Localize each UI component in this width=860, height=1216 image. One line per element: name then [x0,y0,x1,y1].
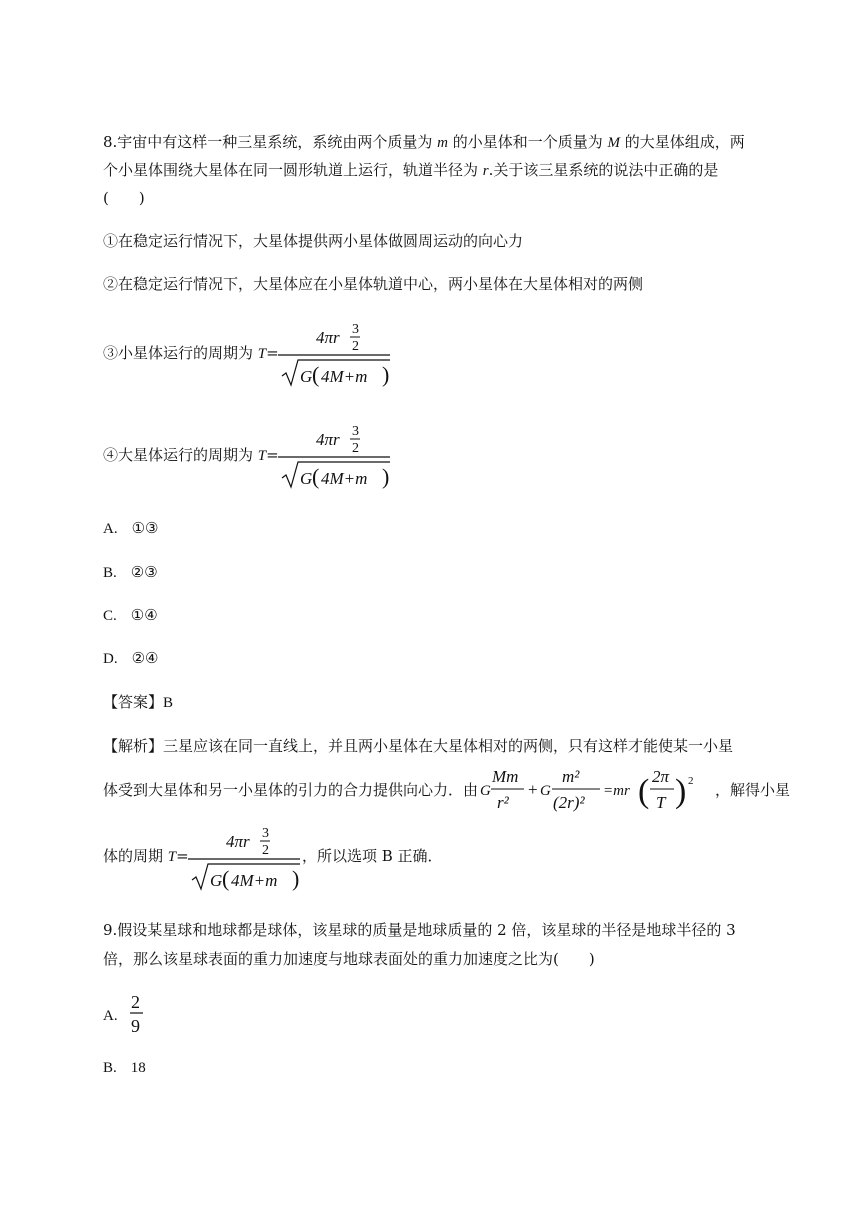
eq-m2: m² [562,767,580,786]
q8-stem-text: .关于该三星系统的说法中正确的是 [488,161,719,179]
fraction-denominator: 9 [131,1016,140,1036]
paren-close: ) [292,866,300,891]
analysis-label: 【解析】 [103,737,164,755]
q8-stem-text: 的小星体和一个质量为 [447,133,608,151]
analysis-equation [480,762,750,818]
q9-option-a [103,1005,118,1026]
q8-analysis-line-1 [103,736,733,756]
eq-r2: r² [497,793,509,812]
q8-statement-1: ①在稳定运行情况下，大星体提供两小星体做圆周运动的向心力 [103,232,524,250]
eq-mr: =mr [603,783,630,799]
formula-numerator: 4πr [316,430,340,449]
equals-sign: = [176,847,189,865]
analysis-text: 体受到大星体和另一小星体的引力的合力提供向心力．由 [103,781,479,799]
formula-exp-num: 3 [262,826,269,841]
big-paren-close: ) [675,773,687,810]
formula-denominator: 4M+m [321,367,368,386]
option-letter: A. [103,1008,118,1024]
q9-stem-line-2: 倍，那么该星球表面的重力加速度与地球表面处的重力加速度之比为( ) [103,950,595,968]
q8-statement-2: ②在稳定运行情况下，大星体应在小星体轨道中心，两小星体在大星体相对的两侧 [103,275,644,293]
q8-option-b [103,562,158,583]
option-text: ②④ [131,649,159,667]
q8-statement-3 [103,343,279,364]
q8-stem-text: 个小星体围绕大星体在同一圆形轨道上运行，轨道半径为 [103,161,483,179]
analysis-text: 三星应该在同一直线上，并且两小星体在大星体相对的两侧，只有这样才能使某一小星 [163,737,734,755]
statement-4-text: ④大星体运行的周期为 [103,446,258,464]
eq-2r2: (2r)² [553,793,585,812]
paren-open: ( [312,362,320,387]
q9-option-b [103,1057,146,1078]
q8-option-d [103,648,159,669]
option-text: 18 [130,1060,146,1076]
q8-analysis-line-3-end: ，所以选项 B 正确． [302,847,443,865]
formula-G: G [300,469,313,488]
paren-close: ) [382,464,390,489]
formula-exp-den: 2 [262,843,269,858]
q8-stem-text: 8.宇宙中有这样一种三星系统，系统由两个质量为 [103,133,438,151]
formula-4 [276,420,394,492]
q8-option-a [103,518,159,539]
q8-analysis-line-2-end: ，解得小星 [715,781,791,799]
formula-G: G [210,871,223,890]
eq-2pi: 2π [652,767,670,786]
q8-stem-text: 的大星体组成，两 [619,133,745,151]
var-M: M [607,135,620,151]
var-T: T [257,346,267,362]
paren-open: ( [222,866,230,891]
formula-numerator: 4πr [226,832,250,851]
formula-exp-num: 3 [352,322,359,337]
eq-Mm: Mm [492,767,519,786]
option-text: ①③ [131,519,159,537]
analysis-period-formula [186,822,304,894]
var-m: m [437,135,448,151]
formula-exp-den: 2 [352,339,359,354]
option-letter: B. [103,1060,117,1076]
formula-numerator: 4πr [316,328,340,347]
answer-value: B [163,695,174,711]
option-text: ①④ [130,606,158,624]
option-letter: A. [103,521,118,537]
answer-label: 【答案】 [103,693,164,711]
q8-stem-line-1 [103,132,745,153]
var-T: T [167,849,177,865]
paren-close: ) [382,362,390,387]
eq-square: 2 [688,775,694,787]
formula-denominator: 4M+m [231,871,278,890]
equals-sign: = [266,344,279,362]
q8-option-c [103,605,158,626]
option-text: ②③ [130,563,158,581]
analysis-text: 体的周期 [103,847,168,865]
statement-3-text: ③小星体运行的周期为 [103,344,258,362]
q8-stem-line-2 [103,160,718,181]
q9-option-a-fraction [128,990,148,1038]
formula-3 [276,318,394,390]
option-letter: B. [103,565,117,581]
q8-analysis-line-3 [103,846,189,867]
formula-G: G [300,367,313,386]
eq-G: G [540,783,551,799]
big-paren-open: ( [638,773,650,810]
var-r: r [482,163,489,179]
eq-G: G [480,783,491,799]
formula-denominator: 4M+m [321,469,368,488]
eq-plus: + [528,780,538,799]
q8-answer [103,692,173,713]
var-T: T [257,448,267,464]
paren-open: ( [312,464,320,489]
q9-stem-line-1: 9.假设某星球和地球都是球体，该星球的质量是地球质量的 2 倍，该星球的半径是地球半径的 3 [103,921,736,939]
formula-exp-num: 3 [352,424,359,439]
formula-exp-den: 2 [352,441,359,456]
equals-sign: = [266,446,279,464]
q8-statement-4 [103,445,279,466]
q8-analysis-line-2 [103,780,478,800]
q8-answer-blank: ( ) [103,189,145,207]
option-letter: D. [103,651,118,667]
fraction-numerator: 2 [131,992,140,1012]
option-letter: C. [103,608,117,624]
eq-T: T [656,793,666,812]
